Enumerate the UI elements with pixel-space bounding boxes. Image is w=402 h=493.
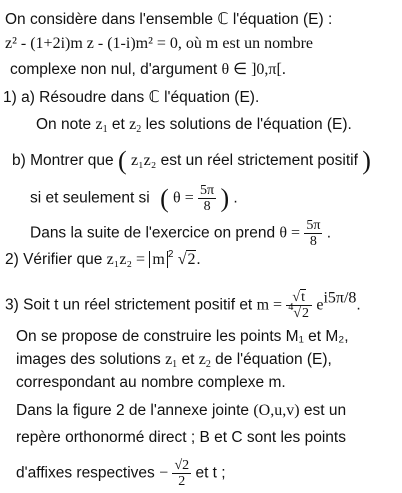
q1b-text: b) Montrer que — [12, 152, 114, 169]
affix-denominator: 2 — [178, 474, 186, 489]
notation-line: On note $z_1$ et $z_2$ les solutions de l'équation (E). — [36, 116, 352, 135]
intro-text: On considère dans l'ensemble — [5, 11, 214, 28]
figure-text-end: est un — [303, 402, 347, 419]
affixes-end: et t ; — [195, 464, 226, 482]
notation-text: On note — [36, 116, 92, 133]
q2-text: 2) Vérifier que — [5, 251, 103, 268]
q1a-line — [3, 88, 259, 108]
q1a-equation: l'équation (E). — [164, 89, 260, 106]
affix-fraction — [172, 458, 191, 489]
fraction-denominator-2: 8 — [309, 234, 317, 249]
complex-set-symbol: ℂ — [217, 11, 229, 28]
m-fraction: $\frac{√t}{^4√2}$ — [286, 290, 312, 321]
q1b-condition: est un réel strictement positif — [160, 152, 358, 169]
intro-line — [5, 10, 332, 30]
product-expr-2: z₁z₂ = — [106, 251, 146, 268]
argument-range: θ ∈ ]0,π[. — [221, 61, 286, 78]
figure-line — [16, 401, 346, 421]
iff-text: si et seulement si — [30, 189, 150, 207]
figure-text: Dans la figure 2 de l'annexe jointe — [16, 402, 250, 419]
z1-symbol: z — [95, 116, 103, 133]
sqrt-t: t — [301, 290, 305, 305]
points-line — [16, 428, 346, 448]
affix-numerator: √2 — [174, 458, 190, 473]
complex-set-symbol-2: ℂ — [148, 89, 160, 106]
equation-label: l'équation (E) : — [232, 11, 333, 28]
iff-line: si et seulement si ( θ = $\frac{5\pi}{8}$ ) . — [30, 183, 238, 214]
affixes-text: d'affixes respectives — [16, 464, 155, 482]
q2-line: 2) Vérifier que z₁z₂ = m $^2$ √2. — [5, 249, 201, 268]
images-equation: de l'équation (E), — [215, 351, 332, 368]
equation-line — [5, 34, 313, 54]
argument-line — [10, 60, 286, 80]
affixes-line — [16, 458, 226, 489]
frame-notation: (O,u,v) — [253, 402, 300, 419]
q3-line: 3) Soit t un réel strictement positif et m = $\frac{√t}{^4√2}$ $e^{i5\pi/8}$. — [5, 289, 361, 321]
argument-text: complexe non nul, d'argument — [10, 61, 218, 78]
m-eq: m = — [256, 296, 283, 314]
theta-fraction-2 — [304, 218, 322, 249]
notation-and: et — [111, 116, 125, 133]
exp-base: e — [316, 296, 324, 314]
hypothesis-line: Dans la suite de l'exercice on prend θ = $\frac{5\pi}{8}$ . — [30, 218, 332, 249]
corresponding-text: correspondant au nombre complexe m. — [16, 374, 286, 391]
theta-eq-2: θ = — [279, 224, 301, 242]
hypothesis-text: Dans la suite de l'exercice on prend — [30, 224, 276, 242]
fraction-denominator: 8 — [203, 199, 211, 214]
modulus-m: m — [149, 251, 167, 268]
construct-line — [16, 327, 349, 347]
product-expr: z₁z₂ — [130, 152, 157, 169]
corresponding-line — [16, 373, 286, 393]
fraction-numerator-2: 5π — [306, 218, 321, 233]
sqrt-two: 2 — [187, 251, 196, 268]
theta-fraction — [198, 183, 216, 214]
exp-exponent: i5π/8 — [323, 289, 357, 307]
images-and: et — [181, 351, 195, 368]
neg-sign: − — [159, 464, 169, 482]
notation-solutions: les solutions de l'équation (E). — [145, 116, 352, 133]
images-text: images des solutions — [16, 351, 161, 368]
construct-text: On se propose de construire les points M₁ et M₂, — [16, 328, 349, 345]
root-index: 4 — [288, 302, 294, 313]
q3-text: 3) Soit t un réel strictement positif et — [5, 296, 253, 314]
equation-text: z² - (1+2i)m z - (1-i)m² = 0, où m est un nombre — [5, 35, 314, 52]
points-text: repère orthonormé direct ; B et C sont les points — [16, 429, 346, 446]
images-line: images des solutions $z_1$ et $z_2$ de l'équation (E), — [16, 351, 332, 370]
q1a-text: 1) a) Résoudre dans — [3, 89, 145, 106]
z2-symbol: z — [129, 116, 137, 133]
q1b-line: b) Montrer que ( z₁z₂ est un réel strictement positif ) — [12, 145, 371, 175]
fraction-numerator: 5π — [200, 183, 215, 198]
fourth-root-two: 2 — [302, 306, 310, 321]
theta-eq: θ = — [173, 189, 194, 207]
